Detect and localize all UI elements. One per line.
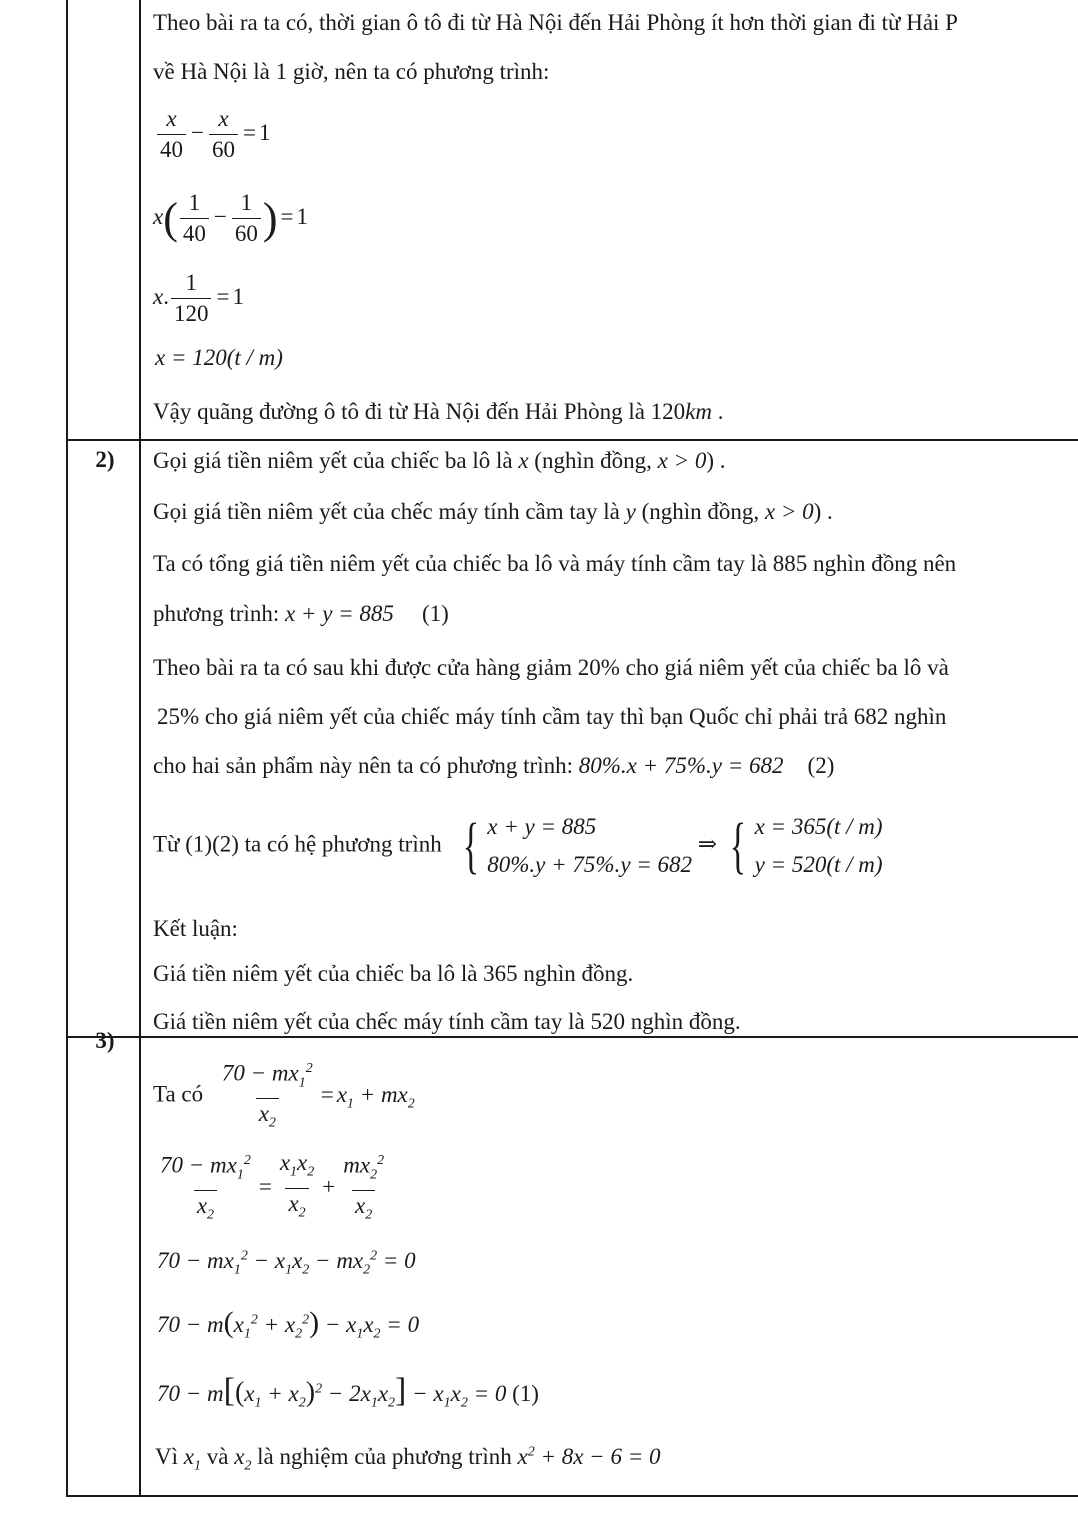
s3-equation-3: $70 - mx_1^2 - x_1x_2 - mx_2^2 = 0$: [157, 1248, 416, 1278]
s1-text-line-2: về Hà Nội là 1 giờ, nên ta có phương trình:: [153, 59, 550, 84]
s2-solution-y: y = 520(t / m): [754, 852, 883, 877]
row-divider-2: [67, 1036, 1078, 1038]
s2-line-2-mid: (nghìn đồng,: [635, 499, 765, 524]
s3-equation-1: Ta có $\frac{70 - mx_1^2}{x_2}$ = $x_1 + mx_2$: [153, 1056, 415, 1137]
s2-equation-2: 80%.x + 75%.y = 682: [578, 753, 784, 778]
s2-line-10: Giá tiền niêm yết của chiếc ba lô là 365 nghìn đồng.: [153, 961, 634, 986]
s2-line-6: 25% cho giá niêm yết của chiếc máy tính cầm tay thì bạn Quốc chỉ phải trả 682 nghìn: [157, 704, 947, 729]
s2-system-intro: Từ (1)(2) ta có hệ phương trình: [153, 831, 442, 857]
s2-system-line: [153, 808, 883, 884]
s3-last-mid: và: [200, 1444, 235, 1469]
s2-line-9: Kết luận:: [153, 916, 238, 941]
s2-line-7: [153, 752, 834, 780]
s1-equation-3: x. $\frac{1}{120}$ = 1: [153, 270, 244, 326]
s3-equation-4: $70 - m(x_1^2 + x_2^2) - x_1x_2 = 0$: [157, 1306, 420, 1342]
s2-line-1-var: x: [518, 448, 529, 473]
s2-equation-2-tag: (2): [807, 753, 835, 778]
s1-conclusion-end: .: [712, 399, 724, 424]
s3-last-line: Vì $x_1$ và $x_2$ là nghiệm của phương trình $x^2 + 8x - 6 = 0$: [155, 1444, 661, 1474]
table-left-border: [66, 0, 68, 1497]
s2-line-1-end: ) .: [706, 448, 726, 473]
s1-conclusion: [153, 398, 724, 426]
s3-line-1-text: Ta có: [153, 1081, 204, 1107]
s2-line-2-cond: x > 0: [764, 499, 814, 524]
s1-equation-result: x = 120(t / m): [155, 345, 283, 370]
s2-line-11: Giá tiền niêm yết của chếc máy tính cầm tay là 520 nghìn đồng.: [153, 1009, 741, 1034]
s2-line-2-var: y: [625, 499, 636, 524]
s2-line-3: Ta có tổng giá tiền niêm yết của chiếc ba lô và máy tính cầm tay là 885 nghìn đồng nên: [153, 551, 957, 576]
s2-system-eq-2: 80%.y + 75%.y = 682: [487, 852, 693, 877]
s1-conclusion-text: Vậy quãng đường ô tô đi từ Hà Nội đến Hải Phòng là 120: [153, 399, 686, 424]
s2-line-5: Theo bài ra ta có sau khi được cửa hàng giảm 20% cho giá niêm yết của chiếc ba lô và: [153, 655, 949, 680]
s3-equation-2: $\frac{70 - mx_1^2}{x_2}$ = $\frac{x_1x_2}{x_2}$ + $\frac{mx_2^2}{x_2}$: [155, 1148, 389, 1229]
section-3-number: 3): [95, 1028, 115, 1053]
s2-line-4: [153, 600, 449, 628]
s1-text-line-1: Theo bài ra ta có, thời gian ô tô đi từ Hà Nội đến Hải Phòng ít hơn thời gian đi từ Hải P: [153, 10, 958, 35]
s2-line-1-mid: (nghìn đồng,: [528, 448, 658, 473]
s2-system-right: { x = 365(t / m) y = 520(t / m): [723, 808, 883, 884]
s2-line-1-text: Gọi giá tiền niêm yết của chiếc ba lô là: [153, 448, 519, 473]
s3-equation-5: $70 - m[(x_1 + x_2)^2 - 2x_1x_2] - x_1x_2 = 0$ (1): [157, 1372, 539, 1411]
s2-solution-x: x = 365(t / m): [754, 814, 883, 839]
s2-line-2-text: Gọi giá tiền niêm yết của chếc máy tính cầm tay là: [153, 499, 626, 524]
section-2-number: 2): [95, 447, 115, 472]
table-column-divider: [139, 0, 141, 1497]
s3-equation-5-tag: (1): [512, 1381, 539, 1406]
s3-last-suffix: là nghiệm của phương trình: [251, 1444, 518, 1469]
s1-equation-2: x( $\frac{1}{40}$ − $\frac{1}{60}$ ) = 1: [153, 190, 308, 246]
s2-line-1-cond: x > 0: [657, 448, 707, 473]
s2-line-4-text: phương trình:: [153, 601, 285, 626]
s2-equation-1: x + y = 885: [284, 601, 394, 626]
s1-equation-1: $\frac{x}{40}$ − $\frac{x}{60}$ = 1: [155, 106, 270, 163]
s3-last-prefix: Vì: [155, 1444, 184, 1469]
s2-system-eq-1: x + y = 885: [487, 814, 597, 839]
table-bottom-border: [67, 1495, 1078, 1497]
s2-line-2: [153, 498, 833, 526]
s2-line-7-text: cho hai sản phẩm này nên ta có phương trình:: [153, 753, 579, 778]
row-divider-1: [67, 439, 1078, 441]
s2-equation-1-tag: (1): [421, 601, 449, 626]
s1-conclusion-unit: km: [685, 399, 712, 424]
s2-line-1: [153, 447, 726, 475]
s2-line-2-end: ) .: [813, 499, 833, 524]
s2-system-left: { x + y = 885 80%.y + 75%.y = 682: [456, 808, 693, 884]
implies-arrow-icon: ⇒: [697, 831, 718, 857]
